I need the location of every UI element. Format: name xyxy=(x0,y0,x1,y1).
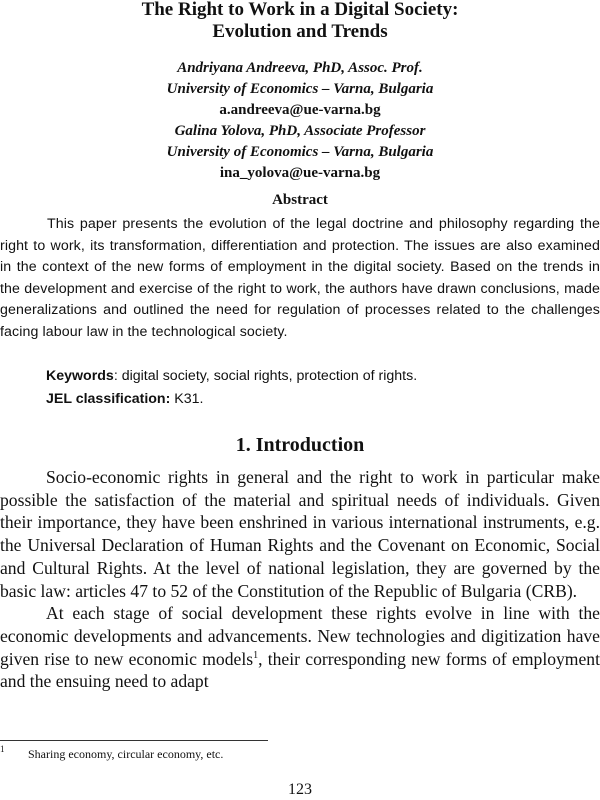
author-1-affiliation: University of Economics – Varna, Bulgaria xyxy=(166,81,434,97)
footnote-mark: 1 xyxy=(0,744,5,754)
abstract-paragraph: This paper presents the evolution of the legal doctrine and philosophy regarding the right to work, its transformation, differentiation and protection. The issues are also examined in the context of the new forms of employment in the digital society. Based on the trends in the development and exercise of the right to work, the authors have drawn conclusions, made generalizations and outlined the need for regulation of processes related to the challenges facing labour law in the technological society. xyxy=(0,216,600,340)
footnote-divider xyxy=(0,740,268,741)
author-1-name: Andriyana Andreeva, PhD, Assoc. Prof. xyxy=(177,60,423,76)
section-heading-introduction: 1. Introduction xyxy=(235,434,365,456)
introduction-body xyxy=(0,466,600,693)
introduction-paragraph-1: Socio-economic rights in general and the right to work in particular make possible the satisfaction of the material and spiritual needs of individuals. Given their importance, they have been enshrined in various international instruments, e.g. the Universal Declaration of Human Rights and the Covenant on Economic, Social and Cultural Rights. At the level of national legislation, they are governed by the basic law: articles 47 to 52 of the Constitution of the Republic of Bulgaria (CRB). xyxy=(0,467,600,601)
jel-line xyxy=(46,389,203,410)
author-block xyxy=(0,58,600,184)
page-number: 123 xyxy=(288,781,312,798)
paragraph-2-text-start: At each stage of social development these rights evolve in line with the economic developments and advancements. New technologies and digitization have given rise to new economic models xyxy=(0,603,600,669)
keywords-value: : digital society, social rights, protection of rights. xyxy=(113,368,418,384)
jel-value: K31. xyxy=(170,391,204,407)
abstract-body xyxy=(0,214,600,343)
author-2-affiliation: University of Economics – Varna, Bulgaria xyxy=(166,144,434,160)
author-2-name: Galina Yolova, PhD, Associate Professor xyxy=(174,123,426,139)
footnote-text: Sharing economy, circular economy, etc. xyxy=(28,747,224,761)
paragraph-2-text-end: , their corresponding new forms of employment and the ensuing need to adapt xyxy=(0,648,600,692)
paper-title-line-2: Evolution and Trends xyxy=(212,21,388,42)
jel-label: JEL classification: xyxy=(46,391,171,407)
abstract-heading: Abstract xyxy=(272,192,328,208)
paper-title-line-1: The Right to Work in a Digital Society: xyxy=(141,0,459,20)
keywords-line xyxy=(46,366,417,387)
keywords-label: Keywords xyxy=(46,368,114,384)
footnote-reference[interactable]: 1 xyxy=(253,649,259,661)
author-1-email[interactable]: a.andreeva@ue-varna.bg xyxy=(219,102,381,118)
author-2-email[interactable]: ina_yolova@ue-varna.bg xyxy=(219,165,381,181)
introduction-paragraph-2 xyxy=(0,602,600,693)
